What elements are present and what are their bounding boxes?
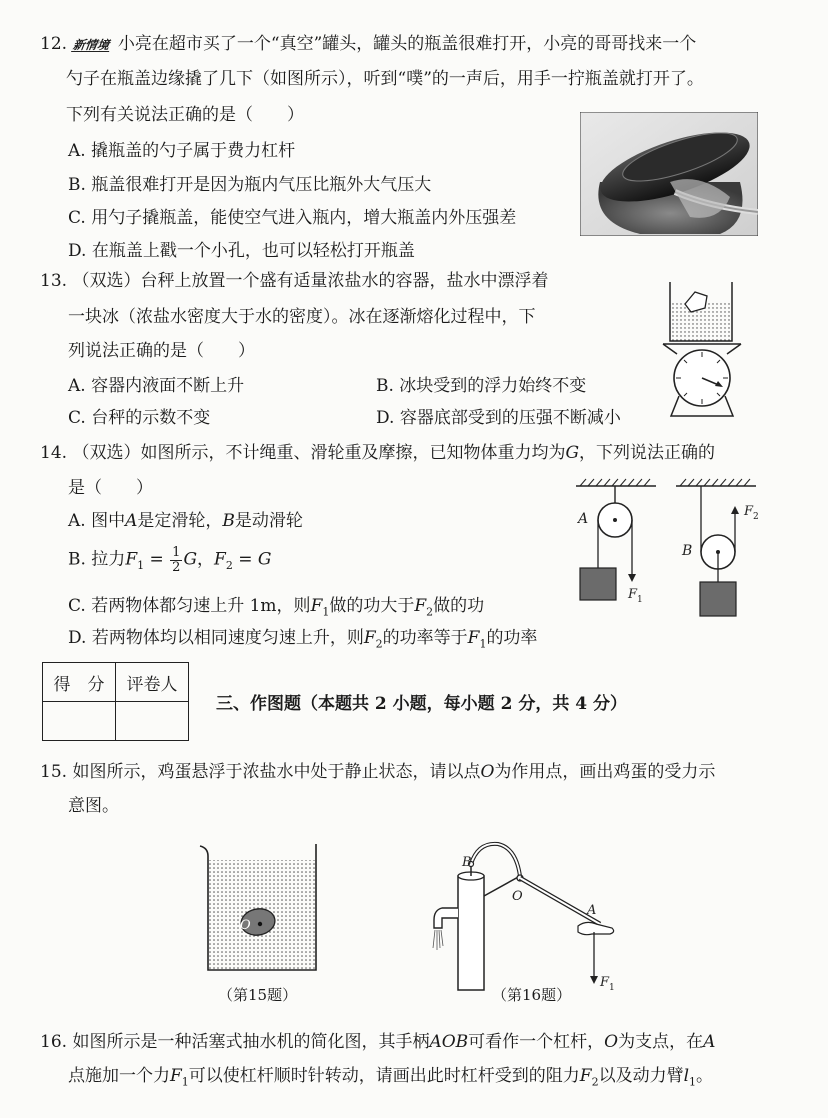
- q15-line1: [40, 764, 715, 781]
- q16-text-line1b: 可看作一个杠杆，: [468, 1032, 605, 1052]
- q16-line2: [68, 1068, 713, 1087]
- label-a: A: [578, 511, 589, 527]
- var-g: G: [257, 549, 272, 570]
- var-f1: F: [467, 628, 480, 648]
- label-o: O: [512, 889, 523, 904]
- pump-figure: [428, 836, 628, 996]
- q12-text-line1: 小亮在超市买了一个“真空”罐头，罐头的瓶盖很难打开，小亮的哥哥找来一个: [117, 34, 697, 54]
- fraction-numerator: 1: [172, 545, 181, 560]
- q14-number: 14.: [40, 443, 68, 463]
- q15-text-line1a: 如图所示，鸡蛋悬浮于浓盐水中处于静止状态，请以点: [72, 762, 481, 782]
- equals: =: [232, 549, 258, 570]
- pulley-figure: [570, 478, 770, 628]
- sub-2: 2: [426, 605, 434, 619]
- var-o: O: [480, 762, 495, 782]
- label-f1: F: [600, 975, 610, 990]
- var-f2: F: [414, 596, 427, 616]
- grader-cell[interactable]: [116, 702, 189, 741]
- label-o: O: [240, 918, 251, 933]
- var-f1: F: [170, 1066, 182, 1086]
- var-aob: AOB: [429, 1032, 469, 1052]
- fraction-denominator: 2: [172, 559, 181, 575]
- var-f1: F: [125, 549, 138, 570]
- q16-text-line1c: 为支点，在: [618, 1032, 704, 1052]
- var-f2: F: [214, 549, 226, 570]
- var-o: O: [604, 1032, 619, 1052]
- q14-option-a: [68, 513, 303, 530]
- label-f1: F: [628, 587, 638, 602]
- label-b: B: [462, 855, 472, 870]
- sub-2: 2: [225, 559, 233, 573]
- q14-optd-text3: 的功率: [486, 628, 538, 648]
- score-table: [42, 662, 189, 741]
- q14-text-line1a: （双选）如图所示，不计绳重、滑轮重及摩擦，已知物体重力均为: [72, 443, 566, 463]
- q13-text-line2: 一块冰（浓盐水密度大于水的密度）。冰在逐渐熔化过程中，下: [68, 307, 536, 327]
- var-f2: F: [579, 1066, 592, 1086]
- q14-opta-text3: 是动滑轮: [234, 511, 303, 531]
- q13-text-line1: （双选）台秤上放置一个盛有适量浓盐水的容器，盐水中漂浮着: [72, 271, 549, 291]
- scale-figure: [655, 278, 751, 424]
- q16-caption: （第16题）: [492, 986, 572, 1004]
- q12-option-b: B. 瓶盖很难打开是因为瓶内气压比瓶外大气压大: [68, 175, 432, 195]
- q14-line1: [40, 445, 715, 462]
- q13-line1: [40, 273, 548, 290]
- equals: =: [144, 549, 170, 570]
- section-3-heading: 三、作图题（本题共 2 小题，每小题 2 分，共 4 分）: [216, 694, 627, 714]
- q16-line1: [40, 1034, 715, 1051]
- new-context-tag: 新情境: [72, 38, 111, 52]
- var-f1: F: [310, 596, 323, 616]
- q14-option-d: [68, 630, 537, 649]
- q14-optc-text: C. 若两物体都匀速上升 1m，则: [68, 596, 311, 616]
- score-header: 得 分: [43, 663, 116, 702]
- q14-optc-text3: 做的功: [433, 596, 485, 616]
- grader-header: 评卷人: [116, 663, 189, 702]
- sub-1: 1: [181, 1075, 189, 1089]
- q13-option-d: D. 容器底部受到的压强不断减小: [376, 408, 621, 428]
- q12-number: 12.: [40, 34, 68, 54]
- q16-text-line2c: 以及动力臂: [598, 1066, 684, 1086]
- q14-opta-text2: 是定滑轮，: [137, 511, 223, 531]
- q12-text-line2: 勺子在瓶盖边缘撬了几下（如图所示），听到“噗”的一声后，用手一拧瓶盖就打开了。: [66, 69, 704, 89]
- q15-caption: （第15题）: [218, 986, 298, 1004]
- q14-text-line2: 是（ ）: [68, 478, 153, 498]
- q16-text-line2b: 可以使杠杆顺时针转动，请画出此时杠杆受到的阻力: [188, 1066, 580, 1086]
- var-a: A: [125, 511, 138, 531]
- sub-1: 1: [479, 637, 487, 651]
- q14-option-b: [68, 546, 272, 574]
- q12-text-line3: 下列有关说法正确的是（ ）: [66, 105, 304, 125]
- score-cell[interactable]: [43, 702, 116, 741]
- q12-option-a: A. 撬瓶盖的勺子属于费力杠杆: [68, 141, 296, 161]
- var-l1: l: [683, 1066, 690, 1086]
- q16-number: 16.: [40, 1032, 68, 1052]
- sub-2: 2: [591, 1075, 599, 1089]
- q16-text-line1a: 如图所示是一种活塞式抽水机的简化图，其手柄: [72, 1032, 430, 1052]
- q13-option-b: B. 冰块受到的浮力始终不变: [376, 376, 587, 396]
- q14-text-line1b: ，下列说法正确的: [579, 443, 716, 463]
- fraction-half: [170, 546, 182, 574]
- q15-text-line2: 意图。: [68, 796, 119, 816]
- q16-text-line2a: 点施加一个力: [68, 1066, 170, 1086]
- label-b: B: [682, 543, 693, 559]
- jar-photo: [580, 112, 758, 236]
- sub-1: 1: [322, 605, 330, 619]
- q12-option-d: D. 在瓶盖上戳一个小孔，也可以轻松打开瓶盖: [68, 241, 415, 261]
- q14-opta-text: A. 图中: [68, 511, 126, 531]
- beaker-figure: [196, 838, 328, 976]
- comma: ，: [197, 549, 215, 570]
- sub-2: 2: [375, 637, 383, 651]
- sub-1: 1: [137, 559, 145, 573]
- q15-number: 15.: [40, 762, 68, 782]
- q14-optb-text: B. 拉力: [68, 549, 126, 570]
- label-f1-sub: 1: [637, 595, 643, 605]
- var-a: A: [703, 1032, 716, 1052]
- q13-text-line3: 列说法正确的是（ ）: [68, 341, 255, 361]
- var-b: B: [222, 511, 235, 531]
- var-g: G: [565, 443, 580, 463]
- label-f2-sub: 2: [753, 512, 759, 522]
- label-f2: F: [744, 504, 754, 519]
- sub-1: 1: [689, 1075, 697, 1089]
- q14-optd-text2: 的功率等于: [382, 628, 468, 648]
- q13-number: 13.: [40, 271, 68, 291]
- q12-line1: [40, 36, 696, 53]
- q15-text-line1b: 为作用点，画出鸡蛋的受力示: [494, 762, 716, 782]
- q14-optc-text2: 做的功大于: [329, 596, 415, 616]
- label-a: A: [587, 903, 597, 918]
- period: 。: [696, 1066, 714, 1086]
- q13-option-c: C. 台秤的示数不变: [68, 408, 211, 428]
- q12-option-c: C. 用勺子撬瓶盖，能使空气进入瓶内，增大瓶盖内外压强差: [68, 208, 517, 228]
- var-g: G: [183, 549, 198, 570]
- q14-optd-text: D. 若两物体均以相同速度匀速上升，则: [68, 628, 364, 648]
- label-f1-sub: 1: [609, 983, 615, 993]
- var-f2: F: [363, 628, 376, 648]
- q13-option-a: A. 容器内液面不断上升: [68, 376, 245, 396]
- q14-option-c: [68, 598, 484, 617]
